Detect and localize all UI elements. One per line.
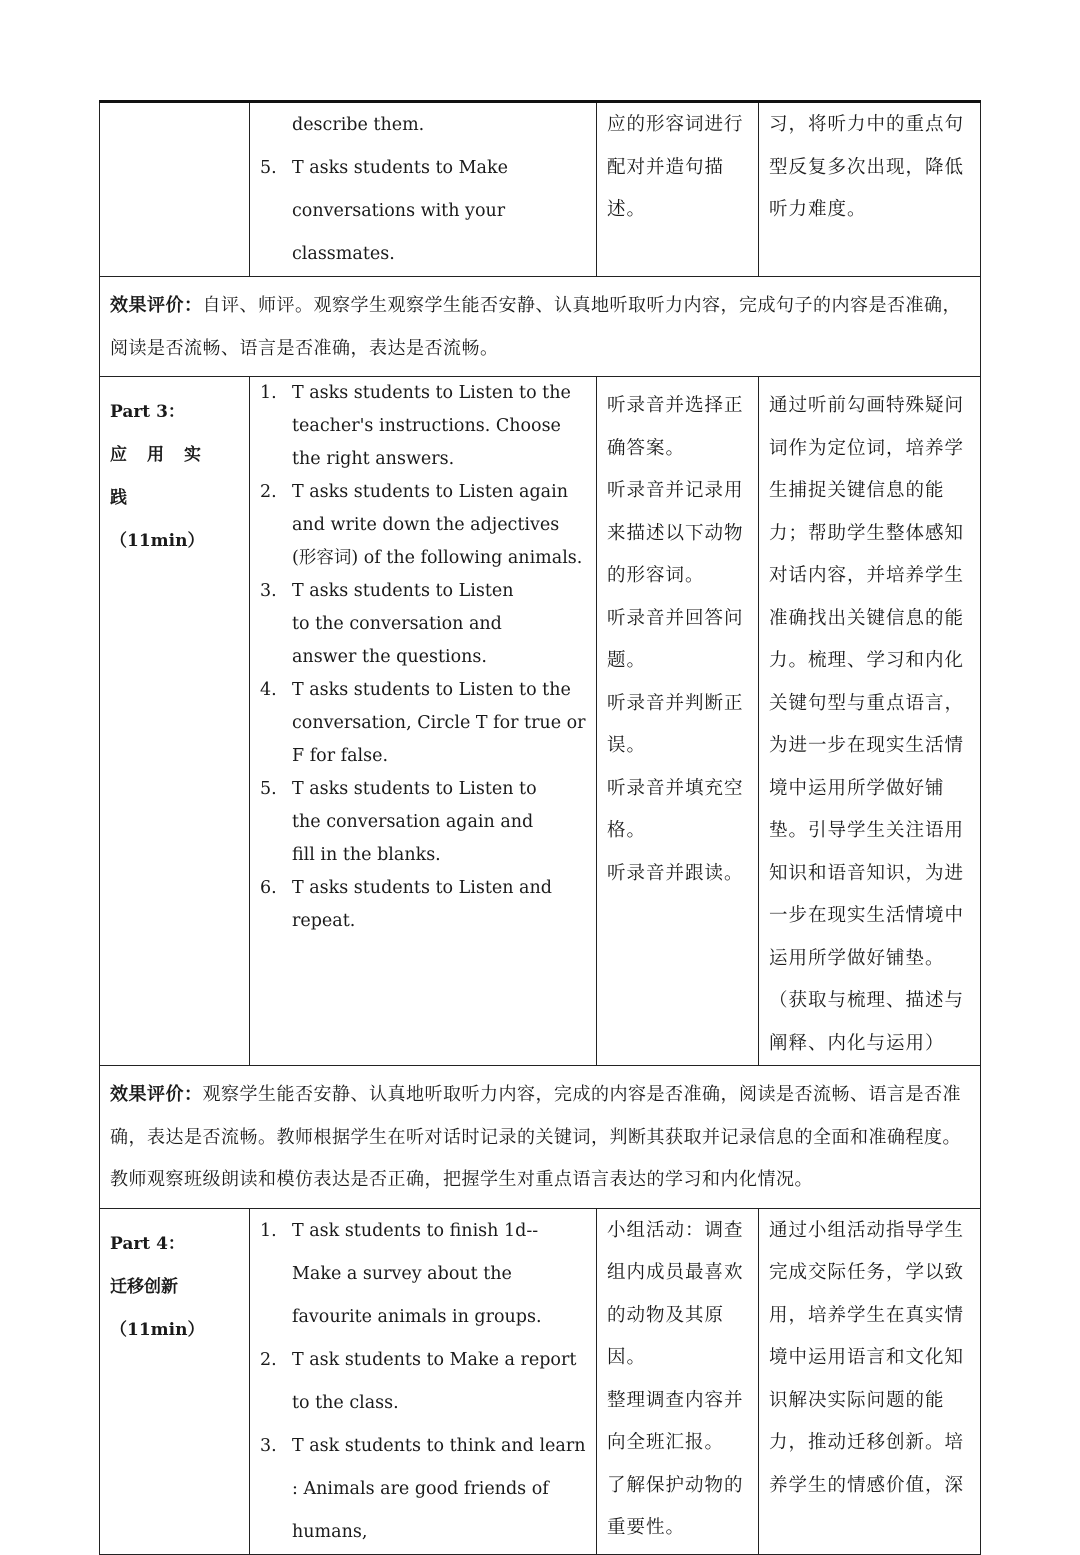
student-activity-item: 听录音并填充空格。 xyxy=(607,777,744,841)
part-time: （11min） xyxy=(110,1319,205,1340)
activity-item: 6. T asks students to Listen and repeat. xyxy=(260,878,552,931)
activity-item: 2. T asks students to Listen again and write down the adjectives (形容词) of the following animals. xyxy=(260,482,583,568)
evaluation-cell xyxy=(100,1066,981,1209)
activity-item: 5. T asks students to Listen to the conversation again and fill in the blanks. xyxy=(260,779,537,865)
table-row xyxy=(100,277,981,377)
activity-item: 3. T asks students to Listen to the conversation and answer the questions. xyxy=(260,581,514,667)
student-activity-item: 小组活动：调查组内成员最喜欢的动物及其原因。 xyxy=(607,1219,744,1368)
student-activity-item: 了解保护动物的重要性。 xyxy=(607,1474,744,1538)
student-activity-item: 听录音并选择正确答案。 xyxy=(607,395,744,459)
student-activity-item: 整理调查内容并向全班汇报。 xyxy=(607,1389,744,1453)
student-activity-item: 听录音并跟读。 xyxy=(607,862,744,884)
design-intent-text: 习，将听力中的重点句型反复多次出现，降低听力难度。 xyxy=(769,114,965,220)
activity-item: 2. T ask students to Make a report to the class. xyxy=(260,1349,577,1413)
student-activity-item: 听录音并判断正误。 xyxy=(607,692,744,756)
table-row xyxy=(100,1208,981,1554)
evaluation-cell xyxy=(100,277,981,377)
table-row xyxy=(100,102,981,277)
activity-item: 1. T ask students to finish 1d-- Make a survey about the favourite animals in groups. xyxy=(260,1220,542,1327)
lesson-plan-table xyxy=(99,100,981,1555)
part-name: 迁移创新 xyxy=(110,1276,178,1297)
part-title: Part 4： xyxy=(110,1233,185,1254)
activities-cell xyxy=(250,102,597,277)
student-activity-item: 听录音并回答问题。 xyxy=(607,607,744,671)
activity-item: 3. T ask students to think and learn : Animals are good friends of humans, xyxy=(260,1435,586,1542)
activity-item: conversations with your classmates. xyxy=(292,201,506,264)
design-intent-cell xyxy=(759,377,981,1066)
student-activity-cell xyxy=(597,377,759,1066)
evaluation-label: 效果评价： xyxy=(110,1084,203,1105)
evaluation-label: 效果评价： xyxy=(110,295,203,316)
evaluation-text: 自评、师评。观察学生观察学生能否安静、认真地听取听力内容，完成句子的内容是否准确，阅读是否流畅、语言是否准确，表达是否流畅。 xyxy=(110,295,961,359)
activity-item: describe them. xyxy=(292,115,425,135)
activity-item: 1. T asks students to Listen to the teacher's instructions. Choose the right answers. xyxy=(260,383,571,469)
table-row xyxy=(100,377,981,1066)
student-activity-cell xyxy=(597,102,759,277)
evaluation-text: 观察学生能否安静、认真地听取听力内容，完成的内容是否准确，阅读是否流畅、语言是否准确，表达是否流畅。教师根据学生在听对话时记录的关键词，判断其获取并记录信息的全面和准确程度。教师观察班级朗读和模仿表达是否正确，把握学生对重点语言表达的学习和内化情况。 xyxy=(110,1084,961,1190)
activities-cell xyxy=(250,1208,597,1554)
activities-cell xyxy=(250,377,597,1066)
activity-item: 5. T asks students to Make xyxy=(260,158,508,178)
design-intent-text: 通过听前勾画特殊疑问词作为定位词，培养学生捕捉关键信息的能力；帮助学生整体感知对话内容，并培养学生准确找出关键信息的能力。梳理、学习和内化关键句型与重点语言，为进一步在现实生活情境中运用所学做好铺垫。引导学生关注语用知识和语音知识，为进一步在现实生活情境中运用所学做好铺垫。（获取与梳理、描述与阐释、内化与运用） xyxy=(769,395,965,1054)
student-activity-item: 听录音并记录用来描述以下动物的形容词。 xyxy=(607,480,744,586)
design-intent-cell xyxy=(759,102,981,277)
part-cell xyxy=(100,377,250,1066)
design-intent-cell xyxy=(759,1208,981,1554)
part-title: Part 3： xyxy=(110,402,185,422)
activity-item: 4. T asks students to Listen to the conversation, Circle T for true or F for false. xyxy=(260,680,586,766)
part-cell-empty xyxy=(100,102,250,277)
student-activity-text: 应的形容词进行配对并造句描述。 xyxy=(607,114,744,220)
part-time: （11min） xyxy=(110,531,205,551)
table-row xyxy=(100,1066,981,1209)
design-intent-text: 通过小组活动指导学生完成交际任务，学以致用，培养学生在真实情境中运用语言和文化知识解决实际问题的能力，推动迁移创新。培养学生的情感价值，深 xyxy=(769,1219,965,1496)
part-cell xyxy=(100,1208,250,1554)
student-activity-cell xyxy=(597,1208,759,1554)
part-name: 应用实践 xyxy=(110,445,221,508)
